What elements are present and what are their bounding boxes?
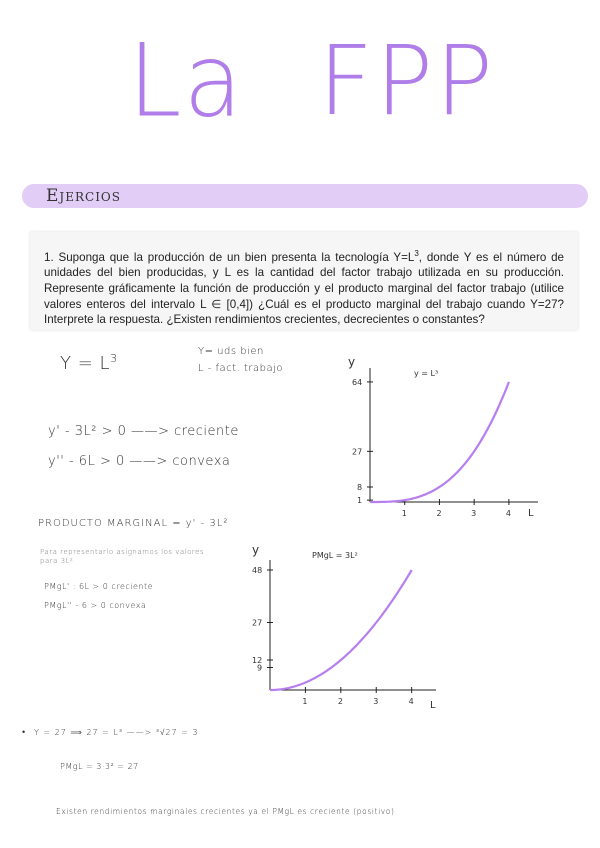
production-y-tick-label: 27 (352, 447, 363, 457)
production-x-tick-label: 1 (401, 509, 407, 518)
section-title: Ejercios (46, 186, 121, 206)
legend-l: L - fact. trabajo (198, 363, 283, 374)
marginal-first-derivative: PMgL' : 6L > 0 creciente (44, 582, 154, 591)
marginal-ylabel: y (252, 543, 260, 557)
marginal-xlabel: L (430, 700, 436, 711)
marginal-curve (270, 570, 412, 690)
production-x-tick-label: 3 (471, 509, 477, 518)
production-y-tick-label: 1 (357, 496, 363, 506)
bullet-dot: • (22, 728, 26, 738)
formula-main (60, 352, 118, 374)
marginal-chart (240, 540, 450, 716)
legend-y: Y= uds bien (198, 346, 264, 357)
production-x-tick-label: 4 (505, 509, 511, 518)
formula-main-exp: 3 (110, 352, 118, 365)
formula-main-text: Y = L (60, 353, 111, 374)
exercise-text-sup: 3 (414, 249, 419, 258)
marginal-product-title: PRODUCTO MARGINAL = y' - 3L² (38, 518, 229, 529)
exercise-box (30, 232, 578, 330)
title-fpp: FPP (318, 25, 495, 137)
marginal-product-note: Para representarlo asignamos los valores para 3L² (40, 548, 205, 565)
marginal-y-tick-label: 12 (252, 656, 263, 665)
second-derivative: y'' - 6L > 0 ——> convexa (48, 454, 231, 469)
marginal-second-derivative: PMgL'' - 6 > 0 convexa (44, 601, 147, 610)
marginal-x-tick-label: 3 (373, 697, 379, 706)
title-la: La (128, 22, 245, 140)
marginal-y-tick-label: 48 (252, 566, 263, 575)
marginal-curve-label: PMgL = 3L² (312, 551, 358, 560)
production-x-tick-label: 2 (436, 509, 442, 518)
production-y-tick-label: 64 (352, 377, 363, 387)
marginal-y-tick-label: 9 (257, 663, 263, 673)
page-title (120, 22, 495, 140)
exercise-text-part1: 1. Suponga que la producción de un bien presenta la tecnología Y=L (44, 250, 415, 264)
first-derivative: y' - 3L² > 0 ——> creciente (48, 424, 239, 439)
marginal-x-tick-label: 1 (302, 697, 308, 706)
marginal-y-tick-label: 27 (252, 618, 263, 628)
production-curve-label: y = L³ (414, 369, 439, 378)
y27-equation: Y = 27 ⟹ 27 = L³ ——> ³√27 = 3 (34, 728, 199, 737)
production-xlabel: L (528, 508, 534, 519)
production-y-tick-label: 8 (357, 482, 363, 492)
conclusion: Existen rendimientos marginales crecientes ya el PMgL es creciente (positivo) (56, 807, 395, 816)
production-chart (330, 350, 550, 522)
exercise-text-part2: , donde Y es el número de unidades del bien producidas, y L es la cantidad del factor trabajo utilizada en su producción. Represente gráficamente la función de producción y el producto marginal del factor trabajo (utilice valores enteros del intervalo L ∈ [0,4]) ¿Cuál es el producto marginal del trabajo cuando Y=27? Interprete la respuesta. ¿Existen rendimientos crecientes, decrecientes o constantes? (44, 250, 564, 327)
exercise-text (30, 232, 578, 328)
pmgl-27: PMgL = 3·3² = 27 (60, 762, 139, 771)
marginal-x-tick-label: 2 (337, 697, 343, 706)
production-ylabel: y (348, 355, 356, 369)
production-curve (370, 382, 509, 502)
marginal-x-tick-label: 4 (408, 697, 414, 706)
